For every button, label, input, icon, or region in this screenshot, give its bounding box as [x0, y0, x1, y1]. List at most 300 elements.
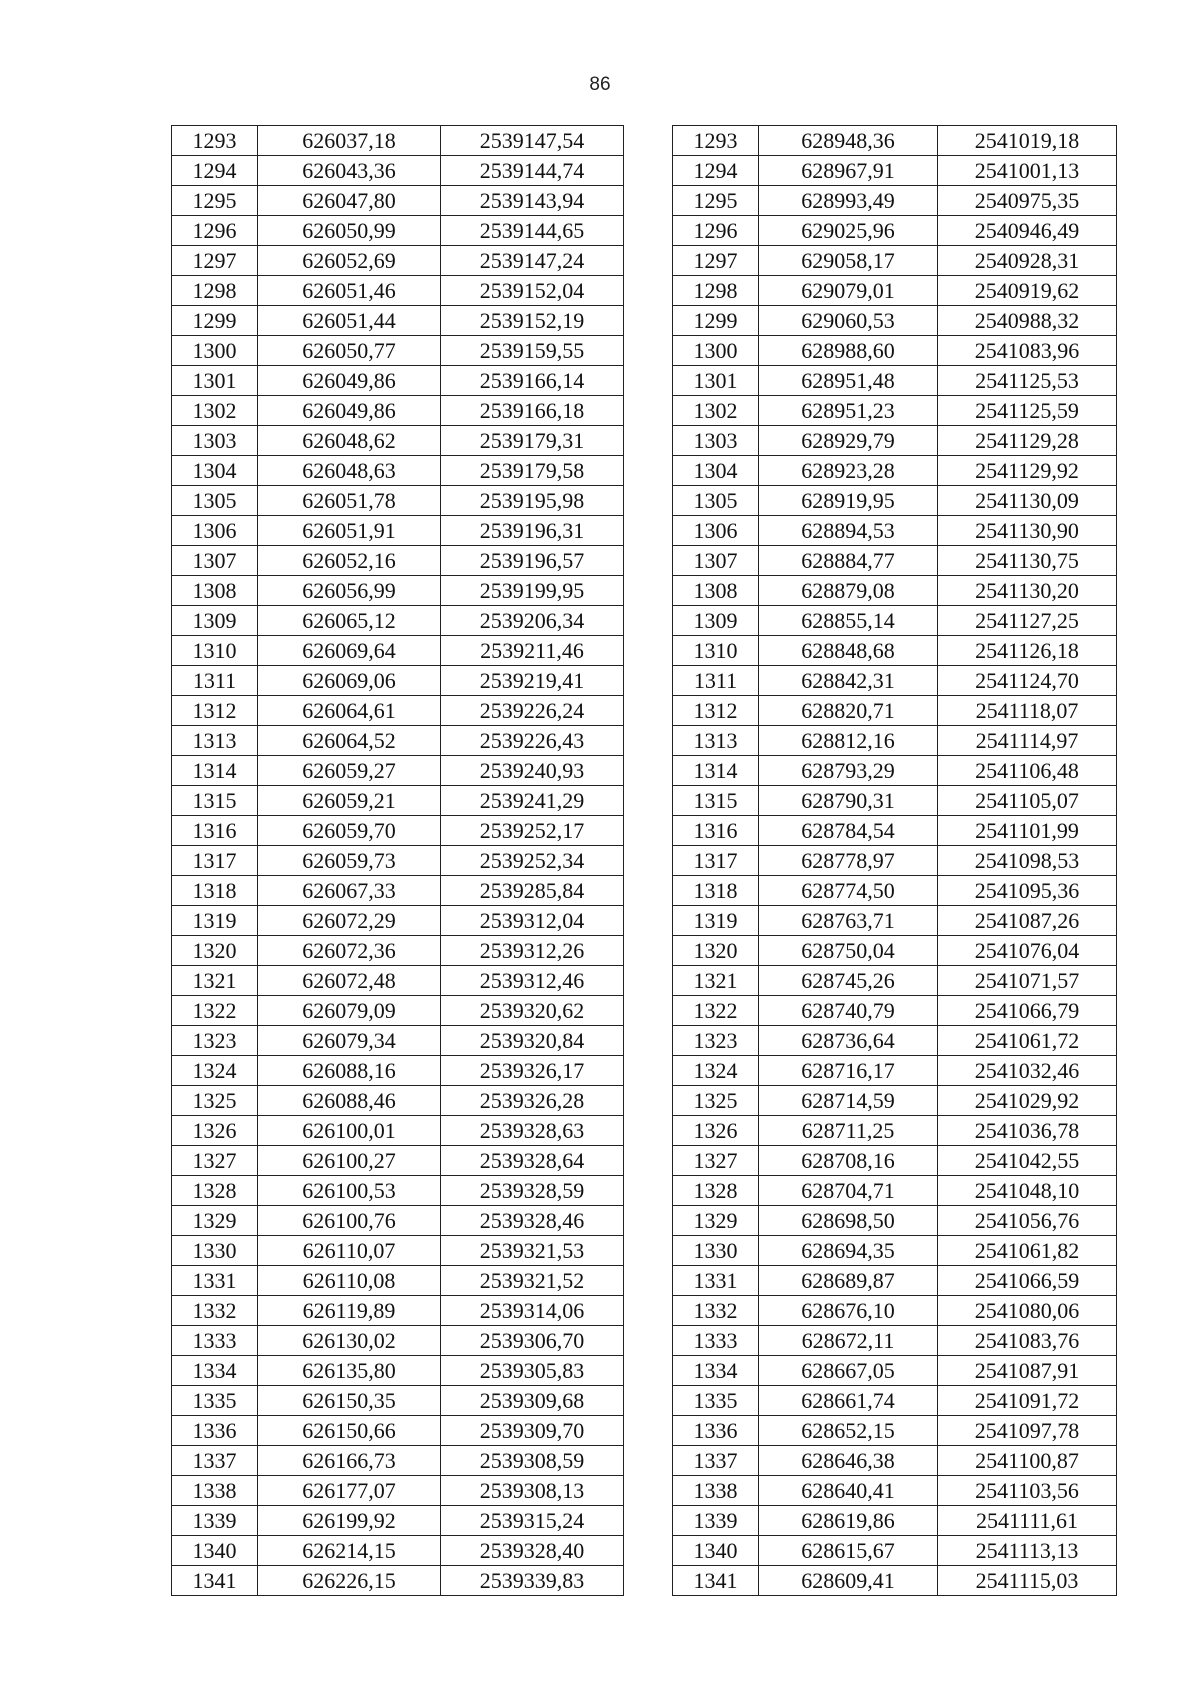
column-gap-cell	[624, 696, 673, 726]
column-gap-cell	[624, 1026, 673, 1056]
right-x-coordinate-cell: 628848,68	[759, 636, 938, 666]
left-x-coordinate-cell: 626088,46	[258, 1086, 441, 1116]
left-y-coordinate-cell: 2539206,34	[441, 606, 624, 636]
right-x-coordinate-cell: 628740,79	[759, 996, 938, 1026]
right-point-number-cell: 1311	[673, 666, 759, 696]
right-x-coordinate-cell: 628708,16	[759, 1146, 938, 1176]
left-x-coordinate-cell: 626100,27	[258, 1146, 441, 1176]
table-row	[172, 756, 1117, 786]
right-point-number-cell: 1313	[673, 726, 759, 756]
right-y-coordinate-cell: 2541129,28	[938, 426, 1117, 456]
left-point-number-cell: 1308	[172, 576, 258, 606]
table-row	[172, 1026, 1117, 1056]
right-point-number-cell: 1333	[673, 1326, 759, 1356]
table-row	[172, 1266, 1117, 1296]
right-x-coordinate-cell: 628929,79	[759, 426, 938, 456]
table-row	[172, 966, 1117, 996]
right-y-coordinate-cell: 2541095,36	[938, 876, 1117, 906]
right-x-coordinate-cell: 628640,41	[759, 1476, 938, 1506]
left-x-coordinate-cell: 626166,73	[258, 1446, 441, 1476]
right-y-coordinate-cell: 2541130,20	[938, 576, 1117, 606]
left-y-coordinate-cell: 2539326,17	[441, 1056, 624, 1086]
right-point-number-cell: 1324	[673, 1056, 759, 1086]
right-y-coordinate-cell: 2540928,31	[938, 246, 1117, 276]
right-y-coordinate-cell: 2541066,59	[938, 1266, 1117, 1296]
column-gap-cell	[624, 1476, 673, 1506]
left-point-number-cell: 1339	[172, 1506, 258, 1536]
left-point-number-cell: 1309	[172, 606, 258, 636]
right-x-coordinate-cell: 628704,71	[759, 1176, 938, 1206]
left-x-coordinate-cell: 626050,99	[258, 216, 441, 246]
left-y-coordinate-cell: 2539241,29	[441, 786, 624, 816]
left-y-coordinate-cell: 2539196,57	[441, 546, 624, 576]
left-x-coordinate-cell: 626100,01	[258, 1116, 441, 1146]
left-y-coordinate-cell: 2539211,46	[441, 636, 624, 666]
left-point-number-cell: 1305	[172, 486, 258, 516]
left-x-coordinate-cell: 626100,53	[258, 1176, 441, 1206]
right-y-coordinate-cell: 2541126,18	[938, 636, 1117, 666]
right-y-coordinate-cell: 2541100,87	[938, 1446, 1117, 1476]
column-gap-cell	[624, 426, 673, 456]
left-y-coordinate-cell: 2539328,59	[441, 1176, 624, 1206]
column-gap-cell	[624, 126, 673, 156]
left-y-coordinate-cell: 2539328,63	[441, 1116, 624, 1146]
right-point-number-cell: 1332	[673, 1296, 759, 1326]
right-y-coordinate-cell: 2541103,56	[938, 1476, 1117, 1506]
right-point-number-cell: 1321	[673, 966, 759, 996]
right-x-coordinate-cell: 628951,23	[759, 396, 938, 426]
right-x-coordinate-cell: 628672,11	[759, 1326, 938, 1356]
left-y-coordinate-cell: 2539312,46	[441, 966, 624, 996]
column-gap-cell	[624, 246, 673, 276]
left-x-coordinate-cell: 626052,69	[258, 246, 441, 276]
right-x-coordinate-cell: 628714,59	[759, 1086, 938, 1116]
right-point-number-cell: 1320	[673, 936, 759, 966]
column-gap-cell	[624, 576, 673, 606]
left-x-coordinate-cell: 626049,86	[258, 366, 441, 396]
right-point-number-cell: 1301	[673, 366, 759, 396]
left-y-coordinate-cell: 2539143,94	[441, 186, 624, 216]
left-y-coordinate-cell: 2539285,84	[441, 876, 624, 906]
left-point-number-cell: 1316	[172, 816, 258, 846]
left-y-coordinate-cell: 2539305,83	[441, 1356, 624, 1386]
right-point-number-cell: 1337	[673, 1446, 759, 1476]
right-y-coordinate-cell: 2540919,62	[938, 276, 1117, 306]
column-gap-cell	[624, 1506, 673, 1536]
left-point-number-cell: 1319	[172, 906, 258, 936]
coordinates-table-body	[172, 126, 1117, 1596]
table-row	[172, 876, 1117, 906]
left-x-coordinate-cell: 626150,35	[258, 1386, 441, 1416]
right-point-number-cell: 1316	[673, 816, 759, 846]
right-y-coordinate-cell: 2541087,26	[938, 906, 1117, 936]
right-point-number-cell: 1323	[673, 1026, 759, 1056]
left-y-coordinate-cell: 2539226,43	[441, 726, 624, 756]
left-y-coordinate-cell: 2539147,54	[441, 126, 624, 156]
right-point-number-cell: 1327	[673, 1146, 759, 1176]
left-x-coordinate-cell: 626037,18	[258, 126, 441, 156]
left-y-coordinate-cell: 2539309,70	[441, 1416, 624, 1446]
column-gap-cell	[624, 1446, 673, 1476]
left-y-coordinate-cell: 2539144,65	[441, 216, 624, 246]
table-row	[172, 156, 1117, 186]
right-x-coordinate-cell: 628993,49	[759, 186, 938, 216]
left-point-number-cell: 1304	[172, 456, 258, 486]
left-x-coordinate-cell: 626069,64	[258, 636, 441, 666]
table-row	[172, 1176, 1117, 1206]
left-point-number-cell: 1328	[172, 1176, 258, 1206]
left-point-number-cell: 1297	[172, 246, 258, 276]
column-gap-cell	[624, 276, 673, 306]
table-row	[172, 696, 1117, 726]
right-x-coordinate-cell: 628820,71	[759, 696, 938, 726]
right-x-coordinate-cell: 628652,15	[759, 1416, 938, 1446]
right-point-number-cell: 1339	[673, 1506, 759, 1536]
right-y-coordinate-cell: 2541113,13	[938, 1536, 1117, 1566]
right-x-coordinate-cell: 628855,14	[759, 606, 938, 636]
right-point-number-cell: 1330	[673, 1236, 759, 1266]
right-y-coordinate-cell: 2541061,82	[938, 1236, 1117, 1266]
right-point-number-cell: 1340	[673, 1536, 759, 1566]
table-row	[172, 816, 1117, 846]
right-point-number-cell: 1322	[673, 996, 759, 1026]
left-y-coordinate-cell: 2539315,24	[441, 1506, 624, 1536]
right-y-coordinate-cell: 2541048,10	[938, 1176, 1117, 1206]
left-point-number-cell: 1317	[172, 846, 258, 876]
right-x-coordinate-cell: 628676,10	[759, 1296, 938, 1326]
left-x-coordinate-cell: 626051,91	[258, 516, 441, 546]
column-gap-cell	[624, 1146, 673, 1176]
left-x-coordinate-cell: 626110,08	[258, 1266, 441, 1296]
table-row	[172, 1476, 1117, 1506]
left-y-coordinate-cell: 2539166,14	[441, 366, 624, 396]
right-x-coordinate-cell: 628923,28	[759, 456, 938, 486]
column-gap-cell	[624, 606, 673, 636]
right-point-number-cell: 1335	[673, 1386, 759, 1416]
right-x-coordinate-cell: 628951,48	[759, 366, 938, 396]
right-x-coordinate-cell: 629058,17	[759, 246, 938, 276]
right-point-number-cell: 1334	[673, 1356, 759, 1386]
right-y-coordinate-cell: 2541125,59	[938, 396, 1117, 426]
right-x-coordinate-cell: 628698,50	[759, 1206, 938, 1236]
left-point-number-cell: 1323	[172, 1026, 258, 1056]
left-point-number-cell: 1325	[172, 1086, 258, 1116]
table-row	[172, 396, 1117, 426]
table-row	[172, 1236, 1117, 1266]
left-x-coordinate-cell: 626047,80	[258, 186, 441, 216]
right-y-coordinate-cell: 2541115,03	[938, 1566, 1117, 1596]
right-y-coordinate-cell: 2541019,18	[938, 126, 1117, 156]
right-x-coordinate-cell: 628774,50	[759, 876, 938, 906]
right-y-coordinate-cell: 2541091,72	[938, 1386, 1117, 1416]
column-gap-cell	[624, 216, 673, 246]
right-x-coordinate-cell: 628919,95	[759, 486, 938, 516]
left-x-coordinate-cell: 626043,36	[258, 156, 441, 186]
left-x-coordinate-cell: 626050,77	[258, 336, 441, 366]
left-x-coordinate-cell: 626064,61	[258, 696, 441, 726]
right-x-coordinate-cell: 628615,67	[759, 1536, 938, 1566]
left-x-coordinate-cell: 626072,36	[258, 936, 441, 966]
right-point-number-cell: 1305	[673, 486, 759, 516]
left-point-number-cell: 1338	[172, 1476, 258, 1506]
left-point-number-cell: 1307	[172, 546, 258, 576]
table-row	[172, 486, 1117, 516]
right-y-coordinate-cell: 2541106,48	[938, 756, 1117, 786]
right-point-number-cell: 1296	[673, 216, 759, 246]
left-y-coordinate-cell: 2539321,53	[441, 1236, 624, 1266]
right-point-number-cell: 1303	[673, 426, 759, 456]
right-point-number-cell: 1312	[673, 696, 759, 726]
right-point-number-cell: 1297	[673, 246, 759, 276]
left-x-coordinate-cell: 626100,76	[258, 1206, 441, 1236]
right-y-coordinate-cell: 2541118,07	[938, 696, 1117, 726]
right-point-number-cell: 1309	[673, 606, 759, 636]
right-y-coordinate-cell: 2541061,72	[938, 1026, 1117, 1056]
right-point-number-cell: 1328	[673, 1176, 759, 1206]
table-row	[172, 846, 1117, 876]
left-y-coordinate-cell: 2539328,40	[441, 1536, 624, 1566]
right-point-number-cell: 1336	[673, 1416, 759, 1446]
left-point-number-cell: 1327	[172, 1146, 258, 1176]
left-point-number-cell: 1295	[172, 186, 258, 216]
left-x-coordinate-cell: 626065,12	[258, 606, 441, 636]
left-x-coordinate-cell: 626079,34	[258, 1026, 441, 1056]
right-x-coordinate-cell: 628750,04	[759, 936, 938, 966]
left-x-coordinate-cell: 626049,86	[258, 396, 441, 426]
left-y-coordinate-cell: 2539144,74	[441, 156, 624, 186]
left-x-coordinate-cell: 626048,63	[258, 456, 441, 486]
table-row	[172, 516, 1117, 546]
left-point-number-cell: 1337	[172, 1446, 258, 1476]
left-y-coordinate-cell: 2539195,98	[441, 486, 624, 516]
left-x-coordinate-cell: 626110,07	[258, 1236, 441, 1266]
table-row	[172, 1506, 1117, 1536]
column-gap-cell	[624, 756, 673, 786]
right-y-coordinate-cell: 2541029,92	[938, 1086, 1117, 1116]
table-row	[172, 456, 1117, 486]
column-gap-cell	[624, 516, 673, 546]
left-x-coordinate-cell: 626079,09	[258, 996, 441, 1026]
column-gap-cell	[624, 996, 673, 1026]
left-point-number-cell: 1320	[172, 936, 258, 966]
right-point-number-cell: 1304	[673, 456, 759, 486]
right-point-number-cell: 1319	[673, 906, 759, 936]
right-y-coordinate-cell: 2541124,70	[938, 666, 1117, 696]
column-gap-cell	[624, 396, 673, 426]
column-gap-cell	[624, 816, 673, 846]
column-gap-cell	[624, 1386, 673, 1416]
right-point-number-cell: 1329	[673, 1206, 759, 1236]
column-gap-cell	[624, 1356, 673, 1386]
right-point-number-cell: 1295	[673, 186, 759, 216]
left-point-number-cell: 1329	[172, 1206, 258, 1236]
table-row	[172, 906, 1117, 936]
right-y-coordinate-cell: 2541097,78	[938, 1416, 1117, 1446]
left-x-coordinate-cell: 626177,07	[258, 1476, 441, 1506]
right-x-coordinate-cell: 628661,74	[759, 1386, 938, 1416]
right-x-coordinate-cell: 628716,17	[759, 1056, 938, 1086]
left-y-coordinate-cell: 2539147,24	[441, 246, 624, 276]
table-row	[172, 666, 1117, 696]
left-x-coordinate-cell: 626052,16	[258, 546, 441, 576]
right-y-coordinate-cell: 2541105,07	[938, 786, 1117, 816]
right-point-number-cell: 1302	[673, 396, 759, 426]
table-row	[172, 126, 1117, 156]
right-point-number-cell: 1308	[673, 576, 759, 606]
left-x-coordinate-cell: 626069,06	[258, 666, 441, 696]
left-y-coordinate-cell: 2539152,04	[441, 276, 624, 306]
table-row	[172, 936, 1117, 966]
table-row	[172, 1206, 1117, 1236]
right-x-coordinate-cell: 628763,71	[759, 906, 938, 936]
right-y-coordinate-cell: 2541036,78	[938, 1116, 1117, 1146]
left-point-number-cell: 1334	[172, 1356, 258, 1386]
column-gap-cell	[624, 156, 673, 186]
right-y-coordinate-cell: 2541056,76	[938, 1206, 1117, 1236]
right-x-coordinate-cell: 628667,05	[759, 1356, 938, 1386]
left-x-coordinate-cell: 626072,29	[258, 906, 441, 936]
table-row	[172, 216, 1117, 246]
left-x-coordinate-cell: 626214,15	[258, 1536, 441, 1566]
table-row	[172, 366, 1117, 396]
right-y-coordinate-cell: 2541087,91	[938, 1356, 1117, 1386]
left-y-coordinate-cell: 2539199,95	[441, 576, 624, 606]
column-gap-cell	[624, 1236, 673, 1266]
right-point-number-cell: 1299	[673, 306, 759, 336]
table-row	[172, 186, 1117, 216]
right-x-coordinate-cell: 628619,86	[759, 1506, 938, 1536]
left-point-number-cell: 1321	[172, 966, 258, 996]
right-x-coordinate-cell: 628842,31	[759, 666, 938, 696]
right-point-number-cell: 1307	[673, 546, 759, 576]
left-point-number-cell: 1335	[172, 1386, 258, 1416]
right-x-coordinate-cell: 628745,26	[759, 966, 938, 996]
right-y-coordinate-cell: 2541042,55	[938, 1146, 1117, 1176]
left-point-number-cell: 1311	[172, 666, 258, 696]
left-x-coordinate-cell: 626056,99	[258, 576, 441, 606]
column-gap-cell	[624, 456, 673, 486]
right-y-coordinate-cell: 2541080,06	[938, 1296, 1117, 1326]
right-x-coordinate-cell: 628646,38	[759, 1446, 938, 1476]
left-y-coordinate-cell: 2539252,17	[441, 816, 624, 846]
right-point-number-cell: 1306	[673, 516, 759, 546]
column-gap-cell	[624, 546, 673, 576]
column-gap-cell	[624, 1056, 673, 1086]
table-row	[172, 1086, 1117, 1116]
left-y-coordinate-cell: 2539328,46	[441, 1206, 624, 1236]
column-gap-cell	[624, 336, 673, 366]
left-x-coordinate-cell: 626067,33	[258, 876, 441, 906]
column-gap-cell	[624, 876, 673, 906]
right-y-coordinate-cell: 2541125,53	[938, 366, 1117, 396]
table-row	[172, 996, 1117, 1026]
right-point-number-cell: 1341	[673, 1566, 759, 1596]
table-row	[172, 576, 1117, 606]
column-gap-cell	[624, 1416, 673, 1446]
right-point-number-cell: 1326	[673, 1116, 759, 1146]
right-point-number-cell: 1338	[673, 1476, 759, 1506]
right-x-coordinate-cell: 628609,41	[759, 1566, 938, 1596]
left-point-number-cell: 1303	[172, 426, 258, 456]
right-x-coordinate-cell: 628784,54	[759, 816, 938, 846]
table-row	[172, 1326, 1117, 1356]
table-row	[172, 426, 1117, 456]
right-x-coordinate-cell: 628879,08	[759, 576, 938, 606]
right-point-number-cell: 1298	[673, 276, 759, 306]
left-x-coordinate-cell: 626048,62	[258, 426, 441, 456]
table-row	[172, 1446, 1117, 1476]
left-y-coordinate-cell: 2539320,62	[441, 996, 624, 1026]
left-y-coordinate-cell: 2539179,31	[441, 426, 624, 456]
right-y-coordinate-cell: 2541130,75	[938, 546, 1117, 576]
left-y-coordinate-cell: 2539328,64	[441, 1146, 624, 1176]
column-gap-cell	[624, 1566, 673, 1596]
left-x-coordinate-cell: 626051,46	[258, 276, 441, 306]
left-x-coordinate-cell: 626119,89	[258, 1296, 441, 1326]
right-y-coordinate-cell: 2541083,96	[938, 336, 1117, 366]
left-x-coordinate-cell: 626130,02	[258, 1326, 441, 1356]
column-gap-cell	[624, 786, 673, 816]
left-point-number-cell: 1336	[172, 1416, 258, 1446]
left-point-number-cell: 1330	[172, 1236, 258, 1266]
left-point-number-cell: 1294	[172, 156, 258, 186]
right-y-coordinate-cell: 2541098,53	[938, 846, 1117, 876]
table-row	[172, 606, 1117, 636]
right-y-coordinate-cell: 2541130,90	[938, 516, 1117, 546]
table-row	[172, 336, 1117, 366]
right-y-coordinate-cell: 2541130,09	[938, 486, 1117, 516]
left-point-number-cell: 1310	[172, 636, 258, 666]
column-gap-cell	[624, 936, 673, 966]
column-gap-cell	[624, 1176, 673, 1206]
coordinates-table	[171, 125, 1117, 1596]
left-point-number-cell: 1293	[172, 126, 258, 156]
right-x-coordinate-cell: 628778,97	[759, 846, 938, 876]
column-gap-cell	[624, 726, 673, 756]
column-gap-cell	[624, 1086, 673, 1116]
left-point-number-cell: 1300	[172, 336, 258, 366]
right-y-coordinate-cell: 2540975,35	[938, 186, 1117, 216]
table-row	[172, 1566, 1117, 1596]
table-row	[172, 1356, 1117, 1386]
left-y-coordinate-cell: 2539312,04	[441, 906, 624, 936]
left-point-number-cell: 1299	[172, 306, 258, 336]
left-point-number-cell: 1301	[172, 366, 258, 396]
table-row	[172, 246, 1117, 276]
table-row	[172, 1416, 1117, 1446]
left-x-coordinate-cell: 626088,16	[258, 1056, 441, 1086]
right-x-coordinate-cell: 628884,77	[759, 546, 938, 576]
left-point-number-cell: 1322	[172, 996, 258, 1026]
column-gap-cell	[624, 636, 673, 666]
left-y-coordinate-cell: 2539196,31	[441, 516, 624, 546]
column-gap-cell	[624, 1266, 673, 1296]
left-y-coordinate-cell: 2539312,26	[441, 936, 624, 966]
column-gap-cell	[624, 1116, 673, 1146]
right-x-coordinate-cell: 628812,16	[759, 726, 938, 756]
left-point-number-cell: 1312	[172, 696, 258, 726]
left-x-coordinate-cell: 626199,92	[258, 1506, 441, 1536]
left-x-coordinate-cell: 626072,48	[258, 966, 441, 996]
right-y-coordinate-cell: 2541071,57	[938, 966, 1117, 996]
left-point-number-cell: 1313	[172, 726, 258, 756]
right-x-coordinate-cell: 628694,35	[759, 1236, 938, 1266]
right-point-number-cell: 1294	[673, 156, 759, 186]
table-row	[172, 1056, 1117, 1086]
table-row	[172, 1116, 1117, 1146]
left-y-coordinate-cell: 2539308,13	[441, 1476, 624, 1506]
column-gap-cell	[624, 1536, 673, 1566]
